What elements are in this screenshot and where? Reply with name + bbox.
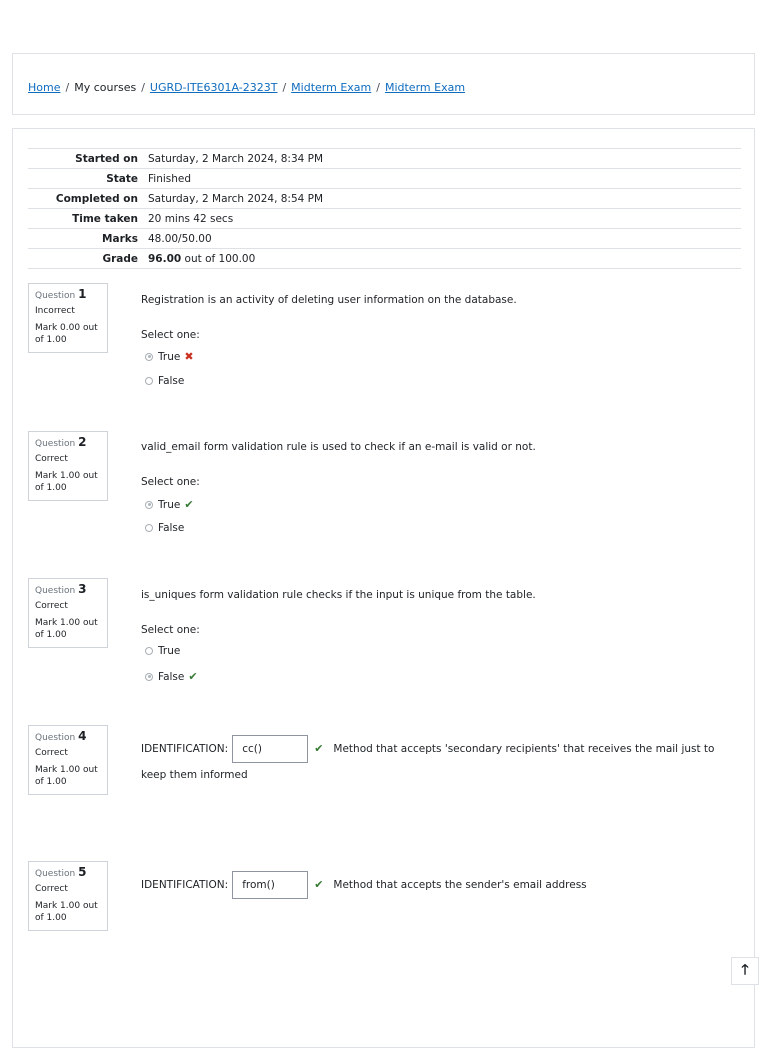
question-number: 2: [78, 435, 87, 449]
breadcrumb-container: [12, 53, 755, 115]
summary-value: Saturday, 2 March 2024, 8:54 PM: [148, 189, 741, 209]
question-state: Correct: [35, 454, 68, 464]
identification-question-5: [141, 871, 741, 899]
summary-value: Finished: [148, 169, 741, 189]
option-label: True: [158, 350, 181, 363]
radio-unselected[interactable]: [145, 524, 153, 532]
option-label: True: [158, 645, 181, 657]
identification-description: Method that accepts the sender's email address: [333, 879, 587, 891]
summary-row-marks: [28, 229, 741, 249]
question-mark: Mark 1.00 out of 1.00: [35, 765, 98, 787]
summary-row-started: [28, 149, 741, 169]
option-true[interactable]: [145, 498, 194, 511]
summary-value: [148, 249, 741, 269]
back-to-top-button[interactable]: [731, 957, 759, 985]
question-number: 4: [78, 729, 87, 743]
question-label: Question: [35, 291, 76, 301]
grade-out-of: out of 100.00: [181, 252, 256, 265]
breadcrumb: [28, 81, 465, 94]
identification-prefix: IDENTIFICATION:: [141, 879, 229, 891]
option-label: False: [158, 670, 185, 683]
summary-value: 20 mins 42 secs: [148, 209, 741, 229]
question-label: Question: [35, 439, 76, 449]
question-state: Correct: [35, 884, 68, 894]
breadcrumb-home-link[interactable]: Home: [28, 81, 61, 94]
incorrect-icon: ✖: [184, 350, 194, 363]
radio-selected[interactable]: [145, 353, 153, 361]
summary-value: 48.00/50.00: [148, 229, 741, 249]
correct-icon: ✔: [314, 878, 324, 891]
breadcrumb-quiz-link[interactable]: Midterm Exam: [384, 81, 466, 94]
breadcrumb-section-link[interactable]: Midterm Exam: [291, 81, 372, 94]
identification-prefix: IDENTIFICATION:: [141, 743, 229, 755]
option-label: True: [158, 498, 181, 511]
question-text-1: Registration is an activity of deleting user information on the database.: [141, 294, 517, 306]
question-mark: Mark 0.00 out of 1.00: [35, 323, 98, 345]
question-mark: Mark 1.00 out of 1.00: [35, 618, 98, 640]
identification-description: Method that accepts 'secondary recipients' that receives the mail just to keep them informed: [141, 743, 715, 781]
question-state: Incorrect: [35, 306, 75, 316]
summary-value: Saturday, 2 March 2024, 8:34 PM: [148, 149, 741, 169]
summary-row-time-taken: [28, 209, 741, 229]
answer-input[interactable]: cc(): [232, 735, 308, 763]
correct-icon: ✔: [314, 742, 324, 755]
radio-unselected[interactable]: [145, 377, 153, 385]
breadcrumb-my-courses: My courses: [74, 81, 137, 94]
question-info-5: [28, 861, 108, 931]
question-info-2: [28, 431, 108, 501]
question-number: 3: [78, 582, 87, 596]
question-label: Question: [35, 586, 76, 596]
question-info-3: [28, 578, 108, 648]
question-info-1: [28, 283, 108, 353]
correct-icon: ✔: [184, 498, 194, 511]
summary-row-completed: [28, 189, 741, 209]
summary-label: Started on: [28, 149, 148, 169]
question-mark: Mark 1.00 out of 1.00: [35, 471, 98, 493]
correct-icon: ✔: [188, 670, 198, 683]
summary-label: Marks: [28, 229, 148, 249]
answer-input[interactable]: from(): [232, 871, 308, 899]
breadcrumb-separator: /: [282, 81, 287, 94]
question-mark: Mark 1.00 out of 1.00: [35, 901, 98, 923]
quiz-review-region: [12, 128, 755, 1048]
identification-question-4: [141, 735, 741, 787]
grade-value: 96.00: [148, 252, 182, 265]
option-false[interactable]: [145, 670, 198, 683]
summary-label: Grade: [28, 249, 148, 269]
summary-label: Completed on: [28, 189, 148, 209]
question-label: Question: [35, 869, 76, 879]
question-state: Correct: [35, 748, 68, 758]
question-info-4: [28, 725, 108, 795]
arrow-up-icon: 🡑: [741, 962, 749, 978]
breadcrumb-course-link[interactable]: UGRD-ITE6301A-2323T: [149, 81, 278, 94]
question-number: 1: [78, 287, 87, 301]
summary-row-state: [28, 169, 741, 189]
summary-label: State: [28, 169, 148, 189]
breadcrumb-separator: /: [65, 81, 70, 94]
breadcrumb-separator: /: [141, 81, 145, 94]
question-number: 5: [78, 865, 87, 879]
option-true[interactable]: [145, 645, 180, 657]
option-true[interactable]: [145, 350, 194, 363]
question-text-3: is_uniques form validation rule checks if the input is unique from the table.: [141, 589, 536, 601]
radio-selected[interactable]: [145, 673, 153, 681]
option-label: False: [158, 375, 185, 387]
radio-unselected[interactable]: [145, 647, 153, 655]
summary-row-grade: [28, 249, 741, 269]
question-label: Question: [35, 733, 76, 743]
summary-label: Time taken: [28, 209, 148, 229]
select-one-prompt: Select one:: [141, 476, 200, 488]
radio-selected[interactable]: [145, 501, 153, 509]
select-one-prompt: Select one:: [141, 329, 200, 341]
question-text-2: valid_email form validation rule is used to check if an e-mail is valid or not.: [141, 441, 536, 453]
question-state: Correct: [35, 601, 68, 611]
breadcrumb-separator: /: [376, 81, 380, 94]
select-one-prompt: Select one:: [141, 624, 200, 636]
attempt-summary-table: [28, 148, 741, 269]
option-false[interactable]: [145, 522, 184, 534]
option-false[interactable]: [145, 375, 184, 387]
option-label: False: [158, 522, 185, 534]
